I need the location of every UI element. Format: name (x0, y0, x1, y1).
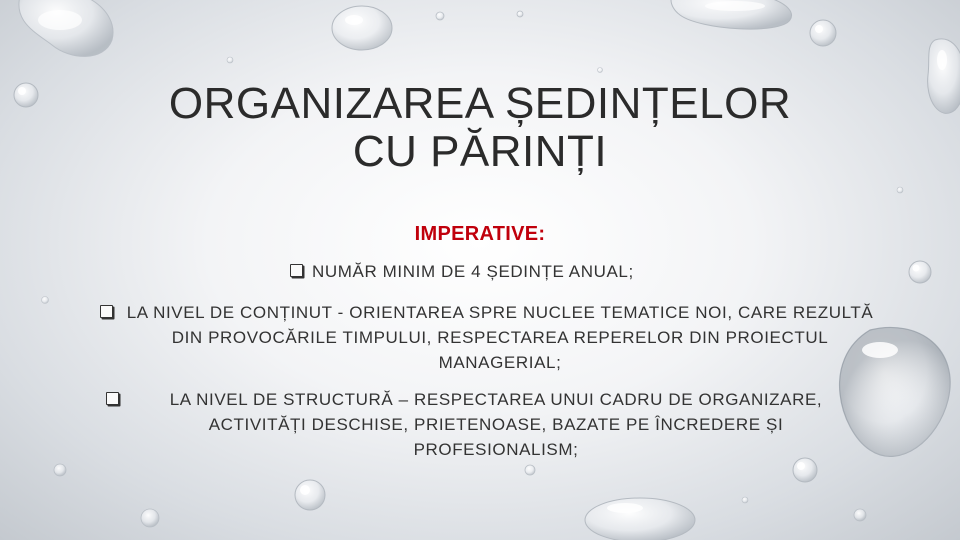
bullet-item-2-text: LA NIVEL DE CONȚINUT - ORIENTAREA SPRE NUCLEE TEMATICE NOI, CARE REZULTĂ DIN PROVOCĂRILE TIMPULUI, RESPECTAREA REPERELOR DIN PROIECTUL MANAGERIAL; (126, 303, 874, 372)
drop-top-right (671, 0, 836, 46)
drop-top-middle (332, 6, 523, 50)
checkbox-square-icon (290, 264, 303, 277)
bullet-item-3-text: LA NIVEL DE STRUCTURĂ – RESPECTAREA UNUI CADRU DE ORGANIZARE, ACTIVITĂȚI DESCHISE, PRIETENOASE, BAZATE PE ÎNCREDERE ȘI PROFESIONALISM; (169, 390, 823, 459)
drop-right-edge (909, 39, 960, 283)
bullet-item-1-text: NUMĂR MINIM DE 4 ȘEDINȚE ANUAL; (312, 262, 634, 281)
checkbox-square-icon (106, 392, 119, 405)
subtitle-imperative: IMPERATIVE: (414, 223, 546, 245)
bullet-item-3 (106, 387, 866, 462)
drop-bottom-left (54, 464, 325, 527)
slide-title (80, 80, 880, 176)
bullet-item-2 (100, 300, 880, 375)
slide-title-line-2: CU PĂRINȚI (352, 127, 608, 176)
drop-bottom-right (525, 458, 866, 540)
drop-top-left (19, 0, 113, 56)
slide-title-line-1: ORGANIZAREA ȘEDINȚELOR (168, 79, 792, 128)
drop-left-small (14, 83, 38, 107)
checkbox-square-icon (100, 305, 113, 318)
bullet-item-1 (290, 259, 710, 284)
